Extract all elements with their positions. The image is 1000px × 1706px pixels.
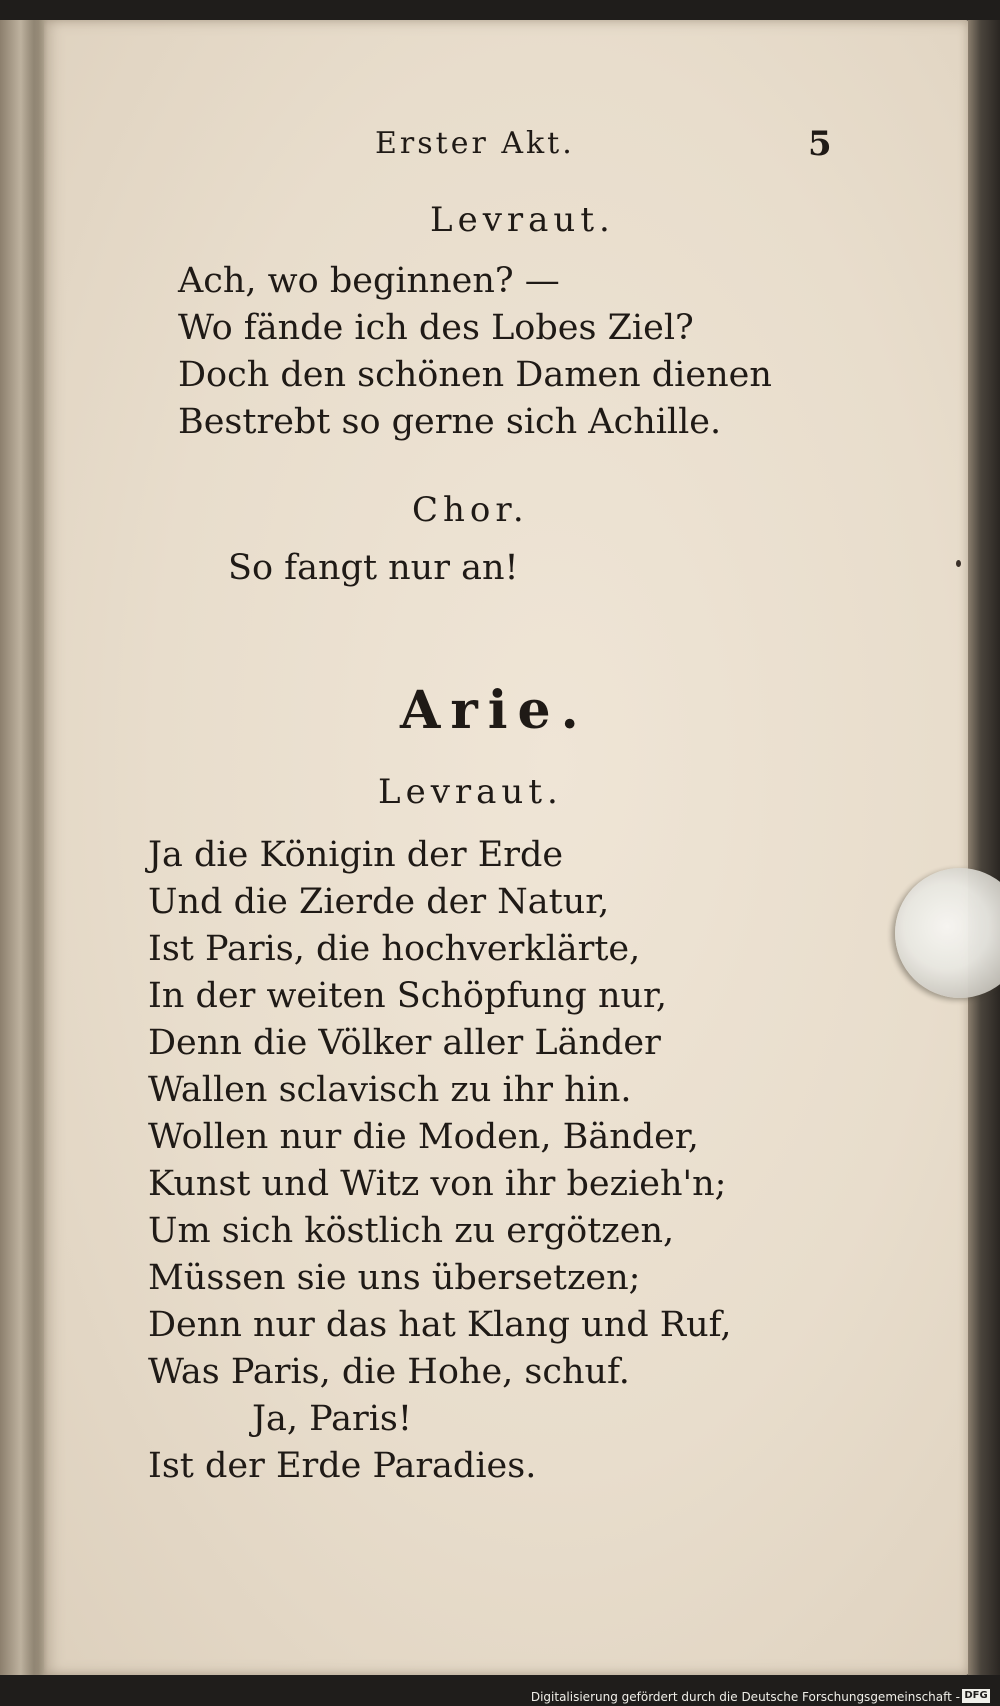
verse-line: Um sich köstlich zu ergötzen, [148, 1211, 675, 1251]
page-number: 5 [808, 124, 832, 164]
verse-line: Denn nur das hat Klang und Ruf, [148, 1305, 732, 1345]
speaker-name: Chor. [412, 490, 529, 530]
verse-line: So fangt nur an! [228, 548, 519, 588]
verse-line: Müssen sie uns übersetzen; [148, 1258, 641, 1298]
verse-line: Wollen nur die Moden, Bänder, [148, 1117, 699, 1157]
verse-line: Ja die Königin der Erde [148, 835, 564, 875]
verse-line: Bestrebt so gerne sich Achille. [178, 402, 722, 442]
paper-stain [956, 560, 961, 567]
verse-line: In der weiten Schöpfung nur, [148, 976, 668, 1016]
speaker-name: Levraut. [378, 772, 563, 812]
speaker-name: Levraut. [430, 200, 615, 240]
funding-credit: Digitalisierung gefördert durch die Deutsche Forschungsgemeinschaft - [530, 1690, 960, 1704]
verse-line: Wallen sclavisch zu ihr hin. [148, 1070, 632, 1110]
section-heading: Arie. [400, 680, 589, 741]
right-book-edge [968, 20, 1000, 1675]
dfg-logo: DFG [962, 1689, 990, 1703]
running-head: Erster Akt. [375, 126, 575, 161]
verse-line: Denn die Völker aller Länder [148, 1023, 661, 1063]
verse-line: Wo fände ich des Lobes Ziel? [178, 308, 694, 348]
verse-line: Ist Paris, die hochverklärte, [148, 929, 641, 969]
binding-shadow [20, 20, 48, 1675]
verse-line: Ist der Erde Paradies. [148, 1446, 537, 1486]
verse-line: Ach, wo beginnen? — [178, 261, 560, 301]
verse-line: Und die Zierde der Natur, [148, 882, 610, 922]
verse-line: Ja, Paris! [252, 1399, 412, 1439]
verse-line: Doch den schönen Damen dienen [178, 355, 772, 395]
verse-line: Kunst und Witz von ihr bezieh'n; [148, 1164, 727, 1204]
verse-line: Was Paris, die Hohe, schuf. [148, 1352, 630, 1392]
